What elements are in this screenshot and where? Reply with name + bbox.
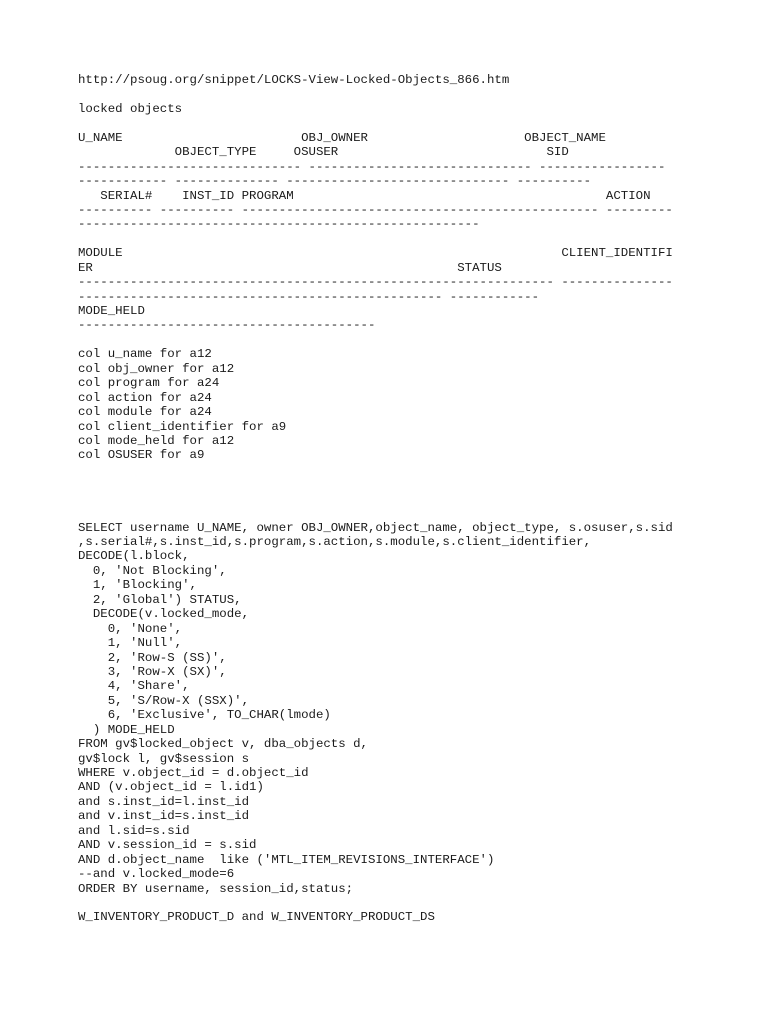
text-line: and v.inst_id=s.inst_id bbox=[78, 809, 250, 824]
text-line: col program for a24 bbox=[78, 376, 220, 391]
text-line: 1, 'Null', bbox=[78, 636, 183, 651]
text-line: AND d.object_name like ('MTL_ITEM_REVISIONS_INTERFACE') bbox=[78, 852, 495, 867]
document-text bbox=[78, 73, 758, 925]
text-line: ------------ -------------- ------------------------------ ---------- bbox=[78, 174, 592, 189]
text-line bbox=[78, 492, 758, 506]
text-line: ------------------------------------------------------ bbox=[78, 217, 480, 232]
text-line: 0, 'Not Blocking', bbox=[78, 563, 227, 578]
text-line: WHERE v.object_id = d.object_id bbox=[78, 766, 309, 780]
text-line: DECODE(l.block, bbox=[78, 549, 190, 564]
text-line: locked objects bbox=[78, 101, 183, 116]
text-line: 3, 'Row-X (SX)', bbox=[78, 664, 227, 679]
text-line bbox=[78, 506, 758, 520]
text-line bbox=[78, 333, 758, 347]
text-line: MODULE CLIENT_IDENTIFI bbox=[78, 246, 673, 261]
text-line bbox=[78, 463, 758, 477]
text-line: col u_name for a12 bbox=[78, 347, 212, 362]
text-line: col mode_held for a12 bbox=[78, 433, 235, 448]
text-line: ORDER BY username, session_id,status; bbox=[78, 881, 354, 896]
text-line: 2, 'Row-S (SS)', bbox=[78, 650, 227, 665]
text-line: ) MODE_HELD bbox=[78, 722, 175, 737]
text-line: col OSUSER for a9 bbox=[78, 448, 205, 463]
text-line: http://psoug.org/snippet/LOCKS-View-Locked-Objects_866.htm bbox=[78, 73, 510, 87]
text-line: ---------------------------------------- bbox=[78, 318, 376, 333]
text-line bbox=[78, 116, 758, 130]
text-line: 6, 'Exclusive', TO_CHAR(lmode) bbox=[78, 708, 331, 723]
text-line: ---------------------------------------------------------------- --------------- bbox=[78, 275, 673, 290]
text-line: DECODE(v.locked_mode, bbox=[78, 607, 250, 622]
text-line bbox=[78, 896, 758, 910]
text-line: 1, 'Blocking', bbox=[78, 578, 197, 593]
text-line: ---------- ---------- ------------------------------------------------ --------- bbox=[78, 202, 673, 217]
text-line: AND v.session_id = s.sid bbox=[78, 838, 257, 853]
text-line bbox=[78, 232, 758, 246]
text-line: --and v.locked_mode=6 bbox=[78, 867, 235, 882]
text-line: W_INVENTORY_PRODUCT_D and W_INVENTORY_PRODUCT_DS bbox=[78, 910, 435, 925]
text-line: 2, 'Global') STATUS, bbox=[78, 592, 242, 607]
text-line: ,s.serial#,s.inst_id,s.program,s.action,s.module,s.client_identifier, bbox=[78, 535, 592, 549]
text-line: ------------------------------------------------- ------------ bbox=[78, 289, 540, 304]
text-line: MODE_HELD bbox=[78, 304, 145, 318]
text-line: FROM gv$locked_object v, dba_objects d, bbox=[78, 737, 368, 752]
text-line: 4, 'Share', bbox=[78, 679, 190, 694]
text-line: ER STATUS bbox=[78, 260, 502, 275]
text-line: col action for a24 bbox=[78, 390, 212, 405]
text-line: OBJECT_TYPE OSUSER SID bbox=[78, 145, 569, 160]
text-line: AND (v.object_id = l.id1) bbox=[78, 780, 264, 795]
text-line: U_NAME OBJ_OWNER OBJECT_NAME bbox=[78, 130, 606, 145]
text-line: 0, 'None', bbox=[78, 621, 183, 636]
text-line: col obj_owner for a12 bbox=[78, 361, 235, 376]
text-line: gv$lock l, gv$session s bbox=[78, 751, 250, 766]
text-line: 5, 'S/Row-X (SSX)', bbox=[78, 693, 250, 708]
text-line bbox=[78, 87, 758, 101]
text-line: SERIAL# INST_ID PROGRAM ACTION bbox=[78, 188, 651, 203]
text-line: and s.inst_id=l.inst_id bbox=[78, 794, 250, 809]
text-line: col client_identifier for a9 bbox=[78, 419, 287, 434]
text-line: col module for a24 bbox=[78, 405, 212, 420]
text-line bbox=[78, 477, 758, 491]
text-line: ------------------------------ ------------------------------ ----------------- bbox=[78, 159, 666, 174]
text-line: and l.sid=s.sid bbox=[78, 823, 190, 838]
text-line: SELECT username U_NAME, owner OBJ_OWNER,object_name, object_type, s.osuser,s.sid bbox=[78, 520, 673, 535]
